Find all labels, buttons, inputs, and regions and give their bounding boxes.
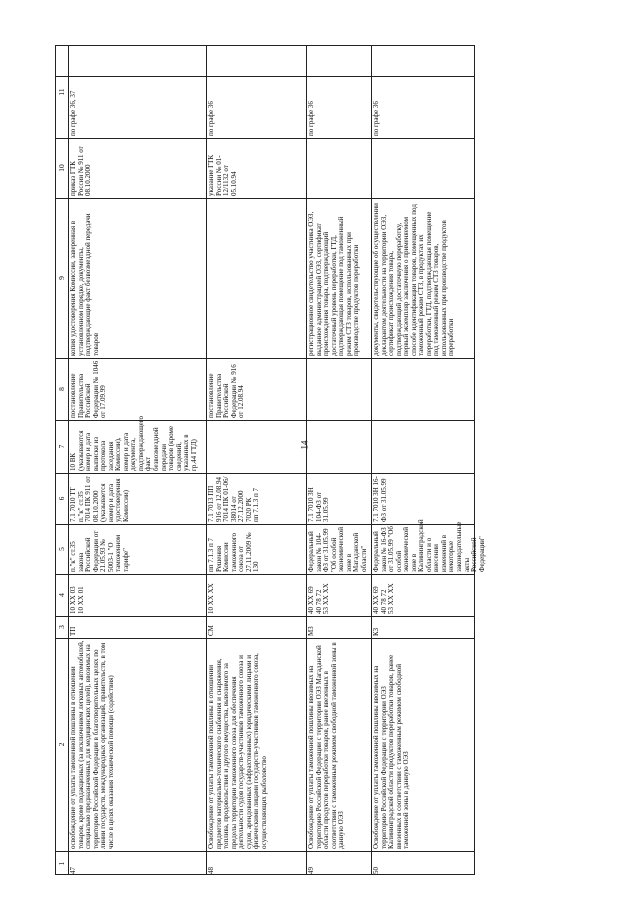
row-47-col-8 <box>70 360 204 418</box>
row-48-col-11 <box>208 48 304 136</box>
row-49-col-6 <box>308 475 369 522</box>
row-50-col-11 <box>373 48 474 136</box>
column-number-5-text: 5 <box>57 547 66 551</box>
row-47-col-7 <box>69 416 204 471</box>
table-rule-horizontal <box>56 616 474 617</box>
row-47-col-10-text: приказ ГТК России № 911 от 08.10.2000 <box>69 146 93 196</box>
row-47-col-2 <box>70 640 204 849</box>
column-number-9-text: 9 <box>57 276 66 280</box>
row-49-col-11 <box>308 48 369 136</box>
row-50-col-2 <box>373 640 474 849</box>
row-49-col-6-text: 7.1 7010 ЗН 104-ФЗ от 31.05.99 <box>307 487 331 522</box>
column-number-5 <box>58 526 66 572</box>
row-49-col-9 <box>308 200 369 356</box>
row-50-col-11-text: по графе 36 <box>372 101 380 136</box>
row-49-col-1 <box>308 853 369 874</box>
row-48-col-2 <box>208 640 304 849</box>
row-47-col-11 <box>70 48 204 136</box>
row-47-col-4-text: 10 XX 03 10 XX 01 <box>69 586 85 614</box>
row-48-col-10 <box>208 140 304 196</box>
table-rule-horizontal <box>56 138 474 139</box>
row-47-col-6 <box>70 475 204 522</box>
row-48-col-1 <box>208 853 304 874</box>
table-rule-horizontal <box>56 574 474 575</box>
row-48-col-8-text: постановление Правительства Российской Федерации № 916 от 12.08.94 <box>207 364 246 418</box>
row-50-col-9 <box>373 200 474 356</box>
row-50-col-2-text: Освобождение от уплаты таможенной пошлины ввозимых на территорию Российской Федерации с территории ОЭЗ Калининградской области продуктов переработки товаров, ранее ввезенных в соответствии с таможенным режимом свободной таможенной зоны в данную ОЭЗ <box>372 654 411 849</box>
row-49-col-4-text: 40 XX 69 40 78 72 53 XX XX <box>307 583 331 614</box>
row-49-col-4 <box>308 576 369 614</box>
row-47-col-7-text: 10 ВК (указываются номер и дата выписки из протокола заседания Комиссии), номер и дата документа, подтверждающего факт безвозмездной передачи товаров (кроме сведений, указанных в гр.44 ГТД) <box>69 416 198 471</box>
row-49-col-2 <box>308 640 369 849</box>
table-rule-horizontal <box>56 198 474 199</box>
row-50-col-3 <box>373 618 474 636</box>
row-47-col-4 <box>70 576 204 614</box>
row-49-col-1-text: 49 <box>307 867 315 874</box>
column-number-7-text: 7 <box>57 444 66 449</box>
row-48-col-4 <box>208 576 304 614</box>
row-48-col-5 <box>208 526 304 572</box>
column-number-2 <box>58 640 66 849</box>
table-rule-horizontal <box>56 358 474 359</box>
row-49-col-5 <box>308 526 369 572</box>
row-48-col-2-text: Освобождение от уплаты таможенной пошлины в отношении предметов материально-технического снабжения и снаряжения, топлива, продовольствия и другого имущества, вывозимого за пределы территории таможенного союза для обеспечения деятельности судов государств-участников таможенного союза и судов, арендованных (зафрахтованных) юридическими лицами и физическими лицами государств-участников таможенного союза, осуществляющих рыболовство <box>207 653 268 849</box>
row-47-col-1 <box>70 853 204 874</box>
column-number-6 <box>58 475 66 522</box>
column-number-4 <box>58 576 66 614</box>
row-47-col-3-text: ТП <box>69 626 77 636</box>
row-48-col-11-text: по графе 36 <box>207 101 215 136</box>
row-49-col-5-text: Федеральный закон № 104-ФЗ от 31.05.99 "Об особой экономической зоне в Магаданской области" <box>307 526 368 572</box>
column-number-9 <box>58 200 66 356</box>
row-47-col-1-text: 47 <box>69 867 77 874</box>
row-48-col-3-text: СМ <box>207 625 215 636</box>
table-rule-horizontal <box>56 420 474 421</box>
column-number-10 <box>58 140 66 196</box>
row-47-col-5-text: п."к" ст.35 закона Российской Федерации от 21.05.93 № 5003-1 "О таможенном тарифе" <box>69 530 130 572</box>
row-47-col-6-text: 7.1 7010 ТТ п."к" ст.35 7014 ПК 911 от 08.10.2000 (указывается номер и дата удостоверения Комиссии) <box>69 476 130 522</box>
row-47-col-8-text: постановление Правительства Российской Федерации № 1046 от 17.09.99 <box>69 360 108 418</box>
row-50-col-6-text: 7.1 7010 ЗН 16-ФЗ от 31.05.99 <box>372 476 388 522</box>
row-48-col-3 <box>208 618 304 636</box>
column-number-11 <box>58 48 66 136</box>
table-rule-horizontal <box>56 638 474 639</box>
column-number-8-text: 8 <box>57 387 66 391</box>
row-49-col-3 <box>308 618 369 636</box>
row-47-col-9-text: копия удостоверения Комиссии, заверенная в установленном порядке, документы, подтверждающие факт безвозмездной передачи товаров <box>69 213 100 356</box>
row-48-col-5-text: пп 7.1.3 п 7 Решения Комиссии таможенного союза от 27.11.2009 № 130 <box>207 532 261 572</box>
table-rule-horizontal <box>56 473 474 474</box>
column-number-4-text: 4 <box>57 593 66 597</box>
column-number-3-text: 3 <box>57 625 66 629</box>
table-rule-horizontal <box>56 851 474 852</box>
row-48-col-1-text: 48 <box>207 867 215 874</box>
row-48-col-10-text: указание ГТК России № 01-12/1132 от 05.10.94 <box>207 154 238 196</box>
row-47-col-9 <box>70 200 204 356</box>
row-50-col-9-text: документы, свидетельствующие об осуществлении декларантом деятельности на территории ОЭЗ, сертификат происхождения товара, подтверждающий достаточную переработку, первый экземпляр заключения о применяемом способе идентификации товаров, помещенных под таможенный режим СТЗ, в продуктах их переработки, ГТД, подтверждающая помещение под таможенный режим СТЗ товаров, использованных при производстве продуктов переработки <box>372 203 456 356</box>
row-49-col-3-text: МЗ <box>307 626 315 636</box>
row-48-col-8 <box>208 360 304 418</box>
row-48-col-6-text: 7.1 7013 ПП 916 от 12.08.94 7014 ПК 01-06/ 38014 от 27.12.2000 7020 РК пп 7.1.3 п 7 <box>207 476 261 522</box>
column-number-1 <box>58 853 66 874</box>
column-number-2-text: 2 <box>57 742 66 747</box>
row-50-col-3-text: КЗ <box>372 627 380 636</box>
column-number-10-text: 10 <box>57 164 66 172</box>
row-50-col-1-text: 50 <box>372 867 380 874</box>
row-48-col-6 <box>208 475 304 522</box>
page-number: 14 <box>299 440 310 450</box>
row-47-col-2-text: освобождение от уплаты таможенной пошлины в отношении товаров, кроме подакцизных (за исключением легковых автомобилей, специально предназначенных для медицинских целей), ввозимых на территорию Российской Федерации в благотворительных целях по линии государств, международных организаций, правительств, в том числе в целях оказания технической помощи (содействия) <box>69 640 115 849</box>
row-49-col-2-text: Освобождение от уплаты таможенной пошлины ввозимых на территорию Российской Федерации с территории ОЭЗ Магаданской области продуктов переработки товаров, ранее ввезенных в соответствии с таможенным режимом свободной таможенной зоны в данную ОЭЗ <box>307 642 346 849</box>
row-47-col-11-text: по графе 36, 37 <box>69 90 77 136</box>
row-49-col-9-text: регистрационное свидетельство участника ОЭЗ, выданное администрацией ОЭЗ, сертификат происхождения товара, подтверждающий достаточный уровень переработки, ГТД, подтверждающая помещение под таможенный режим СТЗ товаров, использованных при производстве продуктов переработки <box>307 211 361 356</box>
row-47-col-3 <box>70 618 204 636</box>
row-50-col-4 <box>373 576 474 614</box>
table-rule-horizontal <box>56 524 474 525</box>
row-50-col-4-text: 40 XX 69 40 78 72 53 XX XX <box>372 583 396 614</box>
column-number-8 <box>58 360 66 418</box>
column-number-1-text: 1 <box>57 861 66 866</box>
row-50-col-5-text: Федеральный закон № 16-ФЗ от 31.05.99 "Об особой экономической зоне в Калининградской области и о внесении изменений в некоторые законодательные акты Российской Федерации" <box>372 519 486 572</box>
row-50-col-6 <box>373 475 474 522</box>
column-number-3 <box>58 618 66 636</box>
row-47-col-10 <box>70 140 204 196</box>
document-table <box>55 45 486 875</box>
row-47-col-5 <box>70 526 204 572</box>
row-50-col-1 <box>373 853 474 874</box>
column-number-11-text: 11 <box>57 88 66 96</box>
column-number-7 <box>58 422 66 471</box>
row-50-col-5 <box>372 519 486 572</box>
row-48-col-4-text: 10 XX XX <box>207 583 215 614</box>
row-49-col-11-text: по графе 36 <box>307 101 315 136</box>
column-number-6-text: 6 <box>57 496 66 501</box>
